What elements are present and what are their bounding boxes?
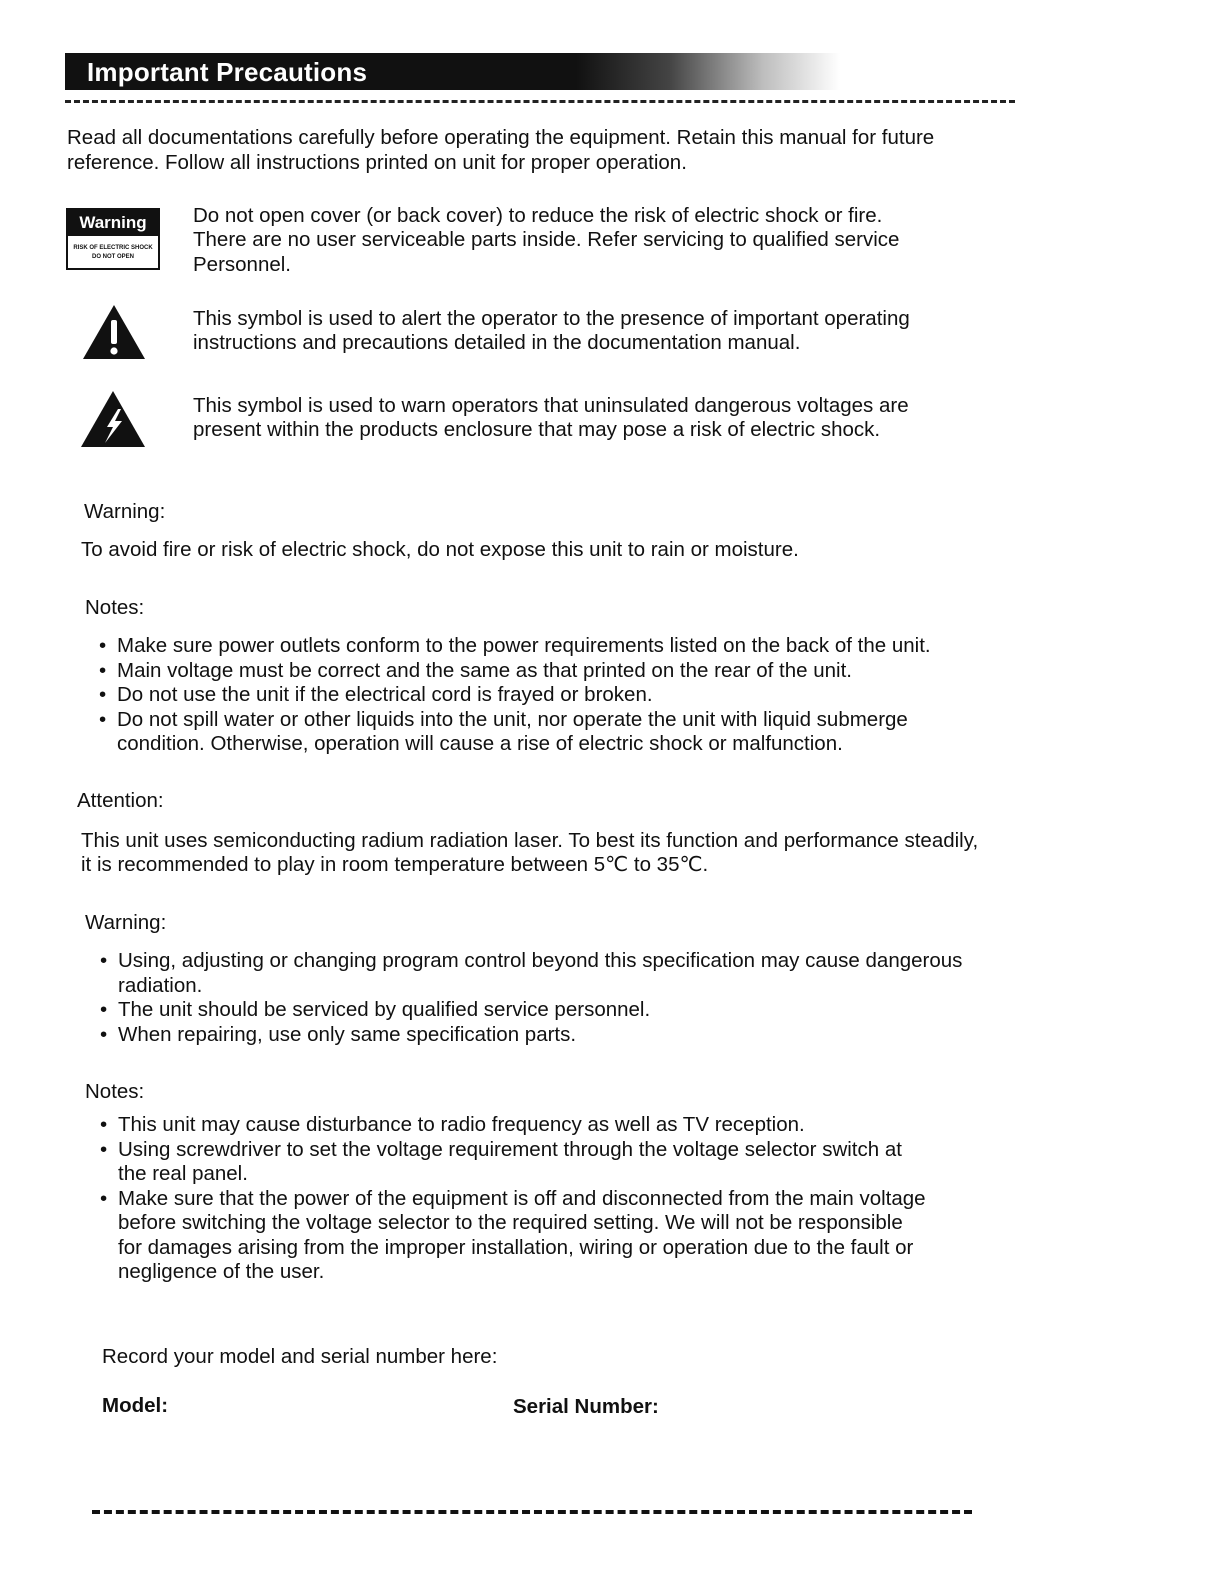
warning-heading: Warning: xyxy=(84,500,166,523)
list-item: • Make sure power outlets conform to the power requirements listed on the back of the unit. xyxy=(97,634,1037,659)
list-item: • Using, adjusting or changing program control beyond this specification may cause dangerous radiation. xyxy=(98,949,1058,998)
intro-line-1: Read all documentations carefully before operating the equipment. Retain this manual for future xyxy=(67,126,935,149)
notes-list xyxy=(97,634,1037,757)
section-header-bar xyxy=(65,53,840,90)
list-item: • Make sure that the power of the equipment is off and disconnected from the main voltage before switching the voltage selector to the required setting. We will not be responsible for damages arising from the improper installation, wiring or operation due to the fault or negligence of the user. xyxy=(98,1187,1058,1285)
symbol-2-line-1: This symbol is used to alert the operator to the presence of important operating xyxy=(193,307,910,330)
footer-divider xyxy=(92,1510,972,1514)
symbol-1-line-3: Personnel. xyxy=(193,253,292,276)
header-divider xyxy=(65,100,1015,103)
list-item: • Using screwdriver to set the voltage requirement through the voltage selector switch at the real panel. xyxy=(98,1138,1058,1187)
notes-list-2 xyxy=(98,1113,1058,1285)
list-item: • When repairing, use only same specification parts. xyxy=(98,1023,1058,1048)
list-item: • Main voltage must be correct and the same as that printed on the rear of the unit. xyxy=(97,659,1037,684)
warning-label-title: Warning xyxy=(68,210,158,236)
symbol-1-line-2: There are no user serviceable parts inside. Refer servicing to qualified service xyxy=(193,228,900,251)
symbol-1-line-1: Do not open cover (or back cover) to reduce the risk of electric shock or fire. xyxy=(193,204,883,227)
warning-heading-2: Warning: xyxy=(85,911,167,934)
page-title: Important Precautions xyxy=(87,57,368,87)
list-item: • The unit should be serviced by qualified service personnel. xyxy=(98,998,1058,1023)
symbol-3-line-2: present within the products enclosure that may pose a risk of electric shock. xyxy=(193,418,881,441)
warning-label-line-2: DO NOT OPEN xyxy=(91,254,134,260)
model-label: Model: xyxy=(102,1394,169,1417)
list-item: • Do not use the unit if the electrical cord is frayed or broken. xyxy=(97,683,1037,708)
list-item: • This unit may cause disturbance to radio frequency as well as TV reception. xyxy=(98,1113,1058,1138)
record-instruction: Record your model and serial number here: xyxy=(102,1345,498,1368)
symbol-2-line-2: instructions and precautions detailed in the documentation manual. xyxy=(193,331,801,354)
warning-list xyxy=(98,949,1058,1047)
warning-label-line-1: RISK OF ELECTRIC SHOCK xyxy=(73,245,153,251)
lightning-triangle-icon xyxy=(80,389,146,449)
symbol-3-line-1: This symbol is used to warn operators that uninsulated dangerous voltages are xyxy=(193,394,909,417)
exclamation-triangle-icon xyxy=(82,303,146,361)
attention-heading: Attention: xyxy=(77,789,164,812)
attention-line-2: it is recommended to play in room temperature between 5℃ to 35℃. xyxy=(81,853,709,876)
attention-line-1: This unit uses semiconducting radium radiation laser. To best its function and performance steadily, xyxy=(81,829,979,852)
intro-line-2: reference. Follow all instructions printed on unit for proper operation. xyxy=(67,151,687,174)
notes-heading: Notes: xyxy=(85,596,145,619)
warning-text: To avoid fire or risk of electric shock, do not expose this unit to rain or moisture. xyxy=(81,538,799,561)
notes-heading-2: Notes: xyxy=(85,1080,145,1103)
warning-label-icon xyxy=(66,208,160,270)
list-item: • Do not spill water or other liquids into the unit, nor operate the unit with liquid submerge condition. Otherwise, operation will cause a rise of electric shock or malfunction. xyxy=(97,708,1037,757)
serial-number-label: Serial Number: xyxy=(513,1395,659,1418)
